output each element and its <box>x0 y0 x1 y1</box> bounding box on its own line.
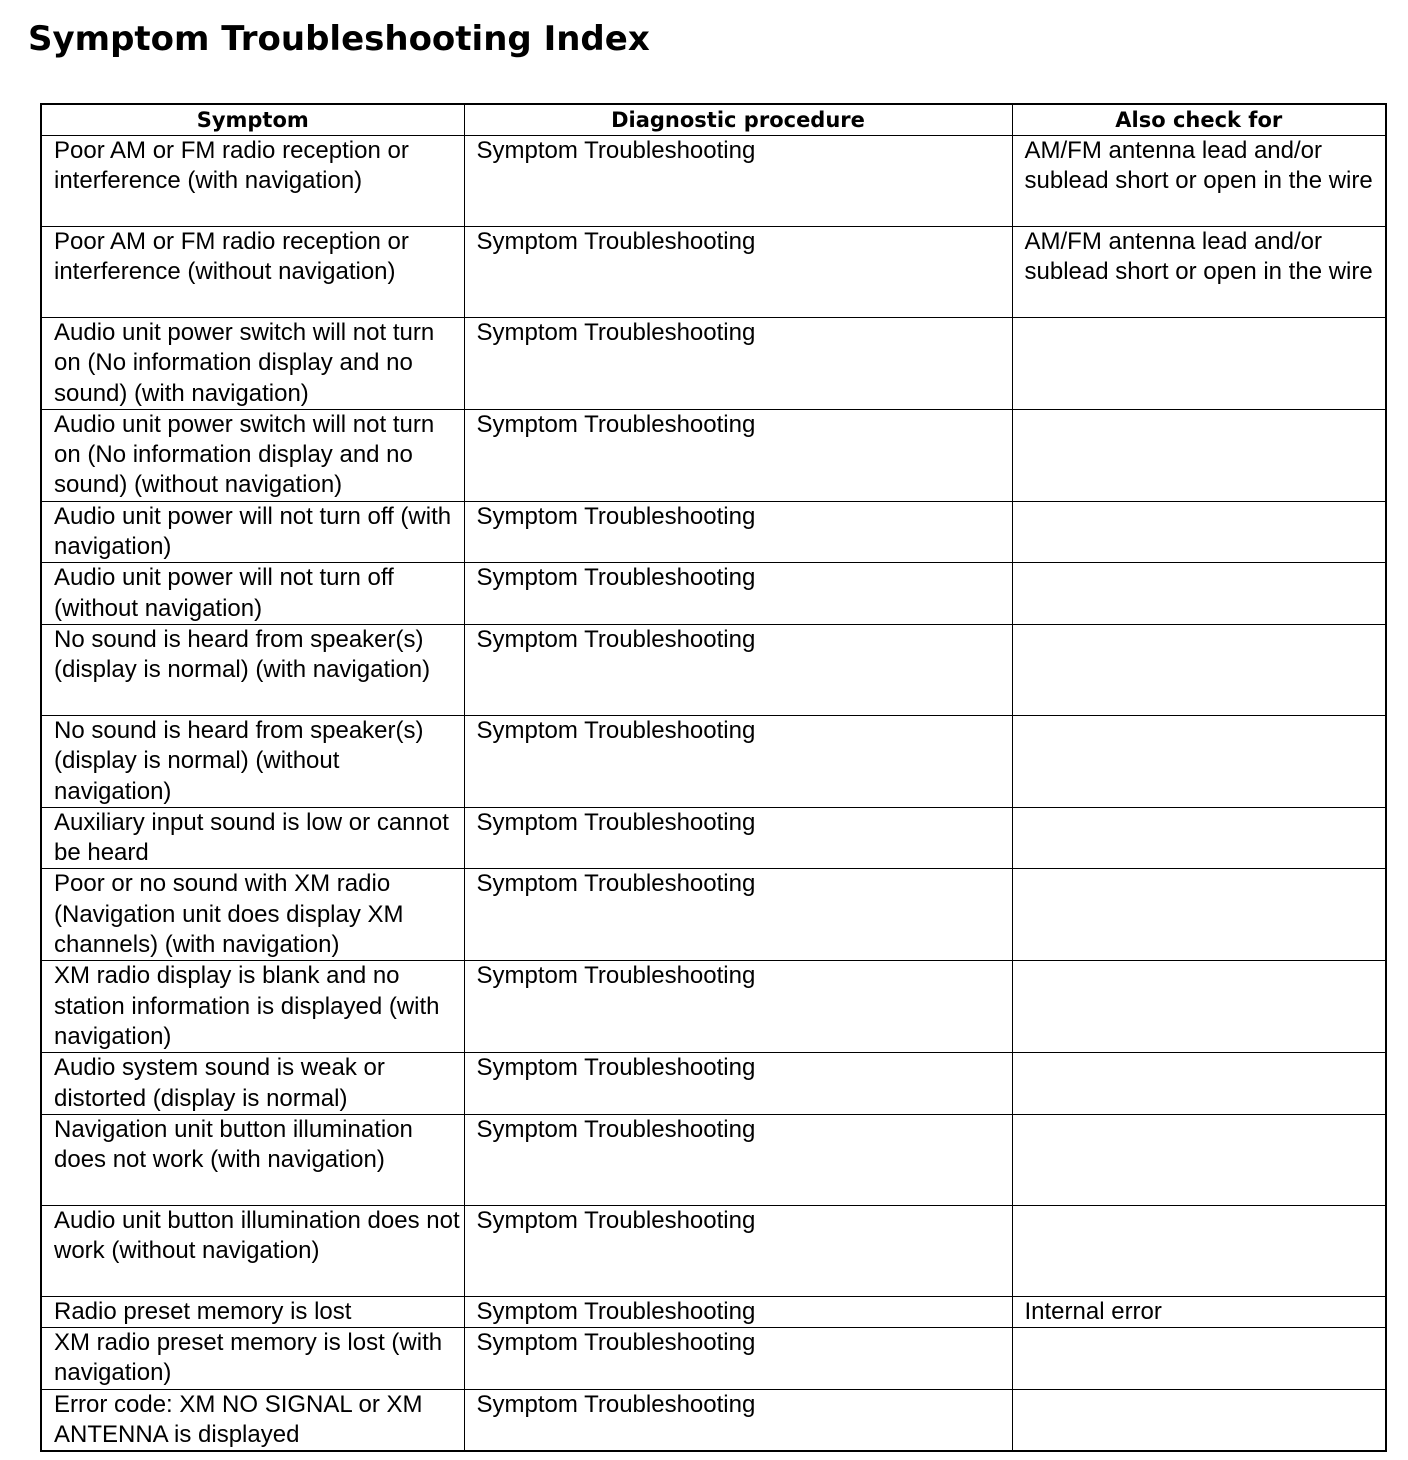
also-check-cell: AM/FM antenna lead and/or sublead short or open in the wire <box>1012 136 1386 227</box>
also-check-cell <box>1012 1114 1386 1205</box>
table-row <box>41 563 1386 625</box>
also-check-cell <box>1012 1328 1386 1390</box>
table-row <box>41 409 1386 501</box>
procedure-link[interactable]: Symptom Troubleshooting <box>464 1053 1012 1115</box>
procedure-link[interactable]: Symptom Troubleshooting <box>464 1114 1012 1205</box>
procedure-link[interactable]: Symptom Troubleshooting <box>464 961 1012 1053</box>
also-check-cell: Internal error <box>1012 1296 1386 1327</box>
symptom-cell: Audio unit power switch will not turn on (No information display and no sound) (with navigation) <box>41 318 464 410</box>
also-check-cell <box>1012 409 1386 501</box>
table-row <box>41 136 1386 227</box>
procedure-link[interactable]: Symptom Troubleshooting <box>464 624 1012 715</box>
table-row <box>41 318 1386 410</box>
also-check-cell <box>1012 1389 1386 1451</box>
procedure-link[interactable]: Symptom Troubleshooting <box>464 1296 1012 1327</box>
procedure-link[interactable]: Symptom Troubleshooting <box>464 1205 1012 1296</box>
symptom-cell: XM radio preset memory is lost (with navigation) <box>41 1328 464 1390</box>
table-row <box>41 869 1386 961</box>
symptom-cell: No sound is heard from speaker(s) (display is normal) (without navigation) <box>41 715 464 807</box>
table-row <box>41 1205 1386 1296</box>
also-check-cell <box>1012 869 1386 961</box>
also-check-cell <box>1012 1205 1386 1296</box>
symptom-cell: XM radio display is blank and no station information is displayed (with navigation) <box>41 961 464 1053</box>
procedure-link[interactable]: Symptom Troubleshooting <box>464 136 1012 227</box>
header-diagnostic-procedure: Diagnostic procedure <box>464 104 1012 136</box>
table-row <box>41 1296 1386 1327</box>
symptom-cell: No sound is heard from speaker(s) (display is normal) (with navigation) <box>41 624 464 715</box>
table-row <box>41 807 1386 869</box>
symptom-cell: Poor AM or FM radio reception or interference (without navigation) <box>41 227 464 318</box>
table-row <box>41 1328 1386 1390</box>
procedure-link[interactable]: Symptom Troubleshooting <box>464 409 1012 501</box>
symptom-cell: Audio unit button illumination does not work (without navigation) <box>41 1205 464 1296</box>
also-check-cell <box>1012 715 1386 807</box>
also-check-cell <box>1012 961 1386 1053</box>
symptom-cell: Poor AM or FM radio reception or interference (with navigation) <box>41 136 464 227</box>
table-row <box>41 501 1386 563</box>
also-check-cell <box>1012 1053 1386 1115</box>
also-check-cell <box>1012 563 1386 625</box>
header-row <box>41 104 1386 136</box>
procedure-link[interactable]: Symptom Troubleshooting <box>464 318 1012 410</box>
table-row <box>41 961 1386 1053</box>
table-row <box>41 1389 1386 1451</box>
also-check-cell: AM/FM antenna lead and/or sublead short or open in the wire <box>1012 227 1386 318</box>
symptom-cell: Error code: XM NO SIGNAL or XM ANTENNA is displayed <box>41 1389 464 1451</box>
table-header <box>41 104 1386 136</box>
symptom-cell: Radio preset memory is lost <box>41 1296 464 1327</box>
table-row <box>41 227 1386 318</box>
table-row <box>41 1053 1386 1115</box>
symptom-index-table <box>40 103 1387 1452</box>
procedure-link[interactable]: Symptom Troubleshooting <box>464 807 1012 869</box>
symptom-cell: Audio unit power will not turn off (with navigation) <box>41 501 464 563</box>
table-row <box>41 1114 1386 1205</box>
header-also-check-for: Also check for <box>1012 104 1386 136</box>
symptom-cell: Audio unit power switch will not turn on (No information display and no sound) (without navigation) <box>41 409 464 501</box>
procedure-link[interactable]: Symptom Troubleshooting <box>464 501 1012 563</box>
procedure-link[interactable]: Symptom Troubleshooting <box>464 715 1012 807</box>
procedure-link[interactable]: Symptom Troubleshooting <box>464 1389 1012 1451</box>
procedure-link[interactable]: Symptom Troubleshooting <box>464 869 1012 961</box>
procedure-link[interactable]: Symptom Troubleshooting <box>464 1328 1012 1390</box>
procedure-link[interactable]: Symptom Troubleshooting <box>464 227 1012 318</box>
symptom-cell: Poor or no sound with XM radio (Navigation unit does display XM channels) (with navigation) <box>41 869 464 961</box>
header-symptom: Symptom <box>41 104 464 136</box>
also-check-cell <box>1012 501 1386 563</box>
symptom-cell: Audio system sound is weak or distorted (display is normal) <box>41 1053 464 1115</box>
table-row <box>41 624 1386 715</box>
also-check-cell <box>1012 624 1386 715</box>
also-check-cell <box>1012 807 1386 869</box>
symptom-cell: Auxiliary input sound is low or cannot be heard <box>41 807 464 869</box>
symptom-cell: Audio unit power will not turn off (without navigation) <box>41 563 464 625</box>
page-title: Symptom Troubleshooting Index <box>28 19 650 59</box>
symptom-cell: Navigation unit button illumination does not work (with navigation) <box>41 1114 464 1205</box>
table-body <box>41 136 1386 1452</box>
procedure-link[interactable]: Symptom Troubleshooting <box>464 563 1012 625</box>
also-check-cell <box>1012 318 1386 410</box>
table-row <box>41 715 1386 807</box>
